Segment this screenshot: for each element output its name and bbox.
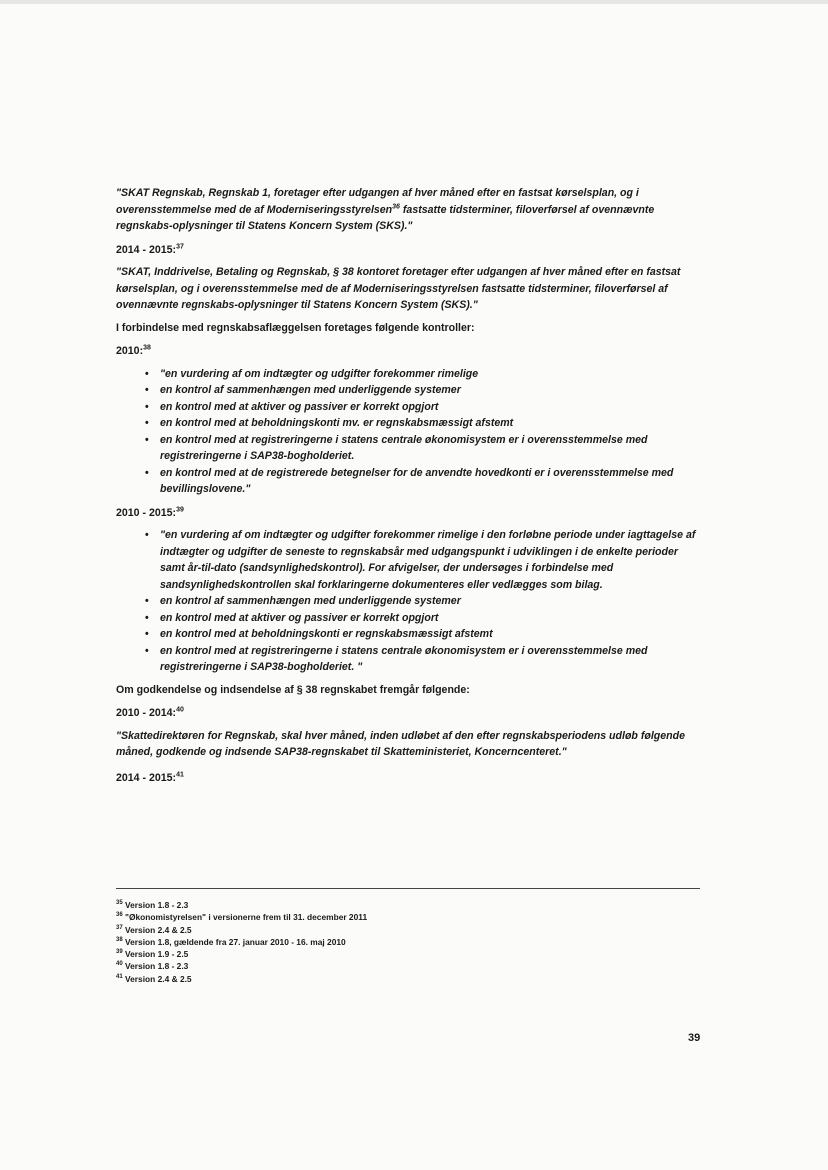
list-item: • "en vurdering af om indtægter og udgifter forekommer rimelige — [145, 367, 479, 380]
page-number: 39 — [688, 1032, 701, 1044]
list-item: • en kontrol med at aktiver og passiver er korrekt opgjort — [145, 611, 439, 624]
heading-2010-2015: 2010 - 2015:$^{39}$ — [116, 505, 184, 519]
list-item: • en kontrol med at aktiver og passiver er korrekt opgjort — [145, 400, 439, 413]
list-item: • en kontrol med at registreringerne i statens centrale økonomisystem er i overensstemmelse med registreringerne i SAP38-bogholderiet. " — [145, 644, 648, 673]
quote-2014-2015: "SKAT, Inddrivelse, Betaling og Regnskab, § 38 kontoret foretager efter udgangen af hver måned efter en fastsat kørselsplan, og i overensstemmelse med de af Moderniseringsstyrelsen fastsatte tidsterminer, filoverførsel af ovennævnte regnskabs-oplysninger til Statens Koncern System (SKS)." — [116, 266, 681, 311]
footnotes — [116, 888, 700, 985]
footnote: $^{39}$ Version 1.9 - 2.5 — [116, 949, 189, 960]
footnote: $^{35}$ Version 1.8 - 2.3 — [116, 900, 189, 910]
footnote: $^{41}$ Version 2.4 & 2.5 — [116, 973, 192, 984]
list-item: • en kontrol af sammenhængen med underliggende systemer — [145, 384, 461, 396]
footnote: $^{37}$ Version 2.4 & 2.5 — [116, 924, 192, 935]
footnote: $^{36}$ "Økonomistyrelsen" i versionerne frem til 31. december 2011 — [116, 912, 368, 923]
list-item: • en kontrol med at beholdningskonti er regnskabsmæssigt afstemt — [145, 628, 493, 640]
list-item: • en kontrol af sammenhængen med underliggende systemer — [145, 595, 461, 607]
heading-2010-2014: 2010 - 2014:$^{40}$ — [116, 706, 184, 719]
footnote: $^{38}$ Version 1.8, gældende fra 27. januar 2010 - 16. maj 2010 — [116, 936, 346, 947]
quote-2010-2013: "SKAT Regnskab, Regnskab 1, foretager efter udgangen af hver måned efter en fastsat kørselsplan, og i overensstemmelse med de af Moderniseringsstyrelsen$^{36}$ fastsatte tidsterminer, filoverførsel af ovennævnte regnskabs-oplysninger til Statens Koncern System (SKS)." — [116, 187, 655, 232]
list-item: • en kontrol med at registreringerne i statens centrale økonomisystem er i overensstemmelse med registreringerne i SAP38-bogholderiet. — [145, 433, 648, 462]
paragraph-approval: Om godkendelse og indsendelse af § 38 regnskabet fremgår følgende: — [116, 683, 470, 696]
heading-2010: 2010:$^{38}$ — [116, 344, 151, 357]
list-item: • en kontrol med at beholdningskonti mv. er regnskabsmæssigt afstemt — [145, 417, 514, 429]
paragraph-controls: I forbindelse med regnskabsaflæggelsen foretages følgende kontroller: — [116, 321, 475, 334]
bullet-list-2010 — [116, 366, 696, 498]
heading-2014-2015-second: 2014 - 2015:$^{41}$ — [116, 770, 184, 784]
body-text — [116, 185, 696, 792]
list-item: • en kontrol med at de registrerede betegnelser for de anvendte hovedkonti er i overensstemmelse med bevillingslovene." — [145, 466, 674, 495]
bullet-list-2010-2015 — [116, 527, 696, 676]
list-item: • "en vurdering af om indtægter og udgifter forekommer rimelige i den forløbne periode under iagttagelse af indtægter og udgifter de seneste to regnskabsår med udgangspunkt i udviklingen i de enkelte perioder samt år-til-dato (sandsynlighedskontrol). For afvigelser, der undersøges i forbindelse med sandsynlighedskontrollen skal forklaringerne dokumenteres eller vedlægges som bilag. — [145, 529, 696, 591]
scan-edge — [0, 0, 828, 4]
quote-2010-2014: "Skattedirektøren for Regnskab, skal hver måned, inden udløbet af den efter regnskabsperiodens udløb følgende måned, godkende og indsende SAP38-regnskabet til Skatteministeriet, Koncerncenteret." — [116, 729, 685, 758]
heading-2014-2015: 2014 - 2015:$^{37}$ — [116, 242, 184, 256]
footnote: $^{40}$ Version 1.8 - 2.3 — [116, 961, 189, 972]
footnote-divider — [116, 888, 700, 889]
